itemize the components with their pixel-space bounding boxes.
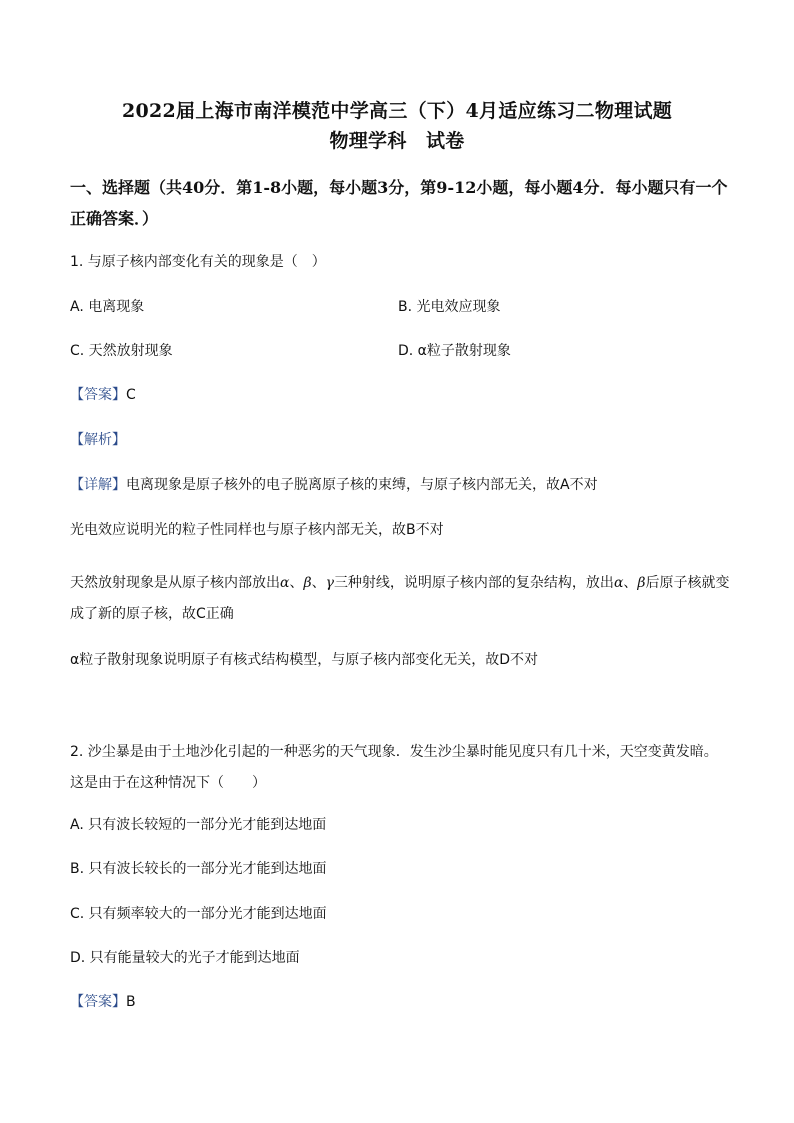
q1-option-d: D. α粒子散射现象: [398, 343, 511, 359]
q1-stem: 1. 与原子核内部变化有关的现象是（ ）: [70, 254, 326, 270]
detail-text-3b: 三种射线，说明原子核内部的复杂结构，放出: [333, 575, 614, 591]
q2-option-a: A. 只有波长较短的一部分光才能到达地面: [70, 817, 327, 833]
q2-stem: 2. 沙尘暴是由于土地沙化引起的一种恶劣的天气现象．发生沙尘暴时能见度只有几十米，天空变黄发暗。这是由于在这种情况下（ ）: [70, 744, 718, 791]
detail-text-1: 电离现象是原子核外的电子脱离原子核的束缚，与原子核内部无关，故A不对: [126, 477, 598, 493]
q1-detail-3: [70, 568, 730, 630]
analysis-tag: 【解析】: [70, 432, 126, 448]
q1-detail-4: α粒子散射现象说明原子有核式结构模型，与原子核内部变化无关，故D不对: [70, 652, 539, 668]
q1-answer: [70, 385, 730, 405]
beta-symbol: β: [637, 575, 646, 591]
separator: 、: [289, 575, 304, 591]
q1-option-b: B. 光电效应现象: [398, 299, 501, 315]
answer-tag: 【答案】: [70, 387, 126, 403]
answer-value: C: [126, 387, 136, 403]
q2-option-b: B. 只有波长较长的一部分光才能到达地面: [70, 861, 327, 877]
section-heading: 一、选择题（共40分．第1-8小题，每小题3分，第9-12小题，每小题4分．每小题只有一个正确答案．）: [70, 178, 728, 228]
answer-value: B: [126, 994, 136, 1010]
gamma-symbol: γ: [325, 575, 334, 591]
page-title: 2022届上海市南洋模范中学高三（下）4月适应练习二物理试题: [121, 100, 673, 122]
q1-option-a: A. 电离现象: [70, 299, 145, 315]
answer-tag: 【答案】: [70, 994, 126, 1010]
separator: 、: [311, 575, 326, 591]
q1-analysis-tag: [70, 430, 730, 450]
q2-answer: [70, 992, 730, 1012]
alpha-symbol: α: [613, 575, 624, 591]
detail-text-3c: 后原子核就变成了新的原子核，故C正确: [70, 575, 730, 622]
separator: 、: [623, 575, 638, 591]
q1-detail-1: [70, 475, 730, 495]
q2-option-d: D. 只有能量较大的光子才能到达地面: [70, 950, 300, 966]
detail-text-3a: 天然放射现象是从原子核内部放出: [70, 575, 280, 591]
page-subtitle: 物理学科 试卷: [329, 130, 465, 152]
beta-symbol: β: [303, 575, 312, 591]
q1-detail-2: 光电效应说明光的粒子性同样也与原子核内部无关，故B不对: [70, 522, 444, 538]
q2-option-c: C. 只有频率较大的一部分光才能到达地面: [70, 906, 327, 922]
alpha-symbol: α: [280, 575, 290, 591]
detail-tag: 【详解】: [70, 477, 126, 493]
q1-option-c: C. 天然放射现象: [70, 343, 173, 359]
